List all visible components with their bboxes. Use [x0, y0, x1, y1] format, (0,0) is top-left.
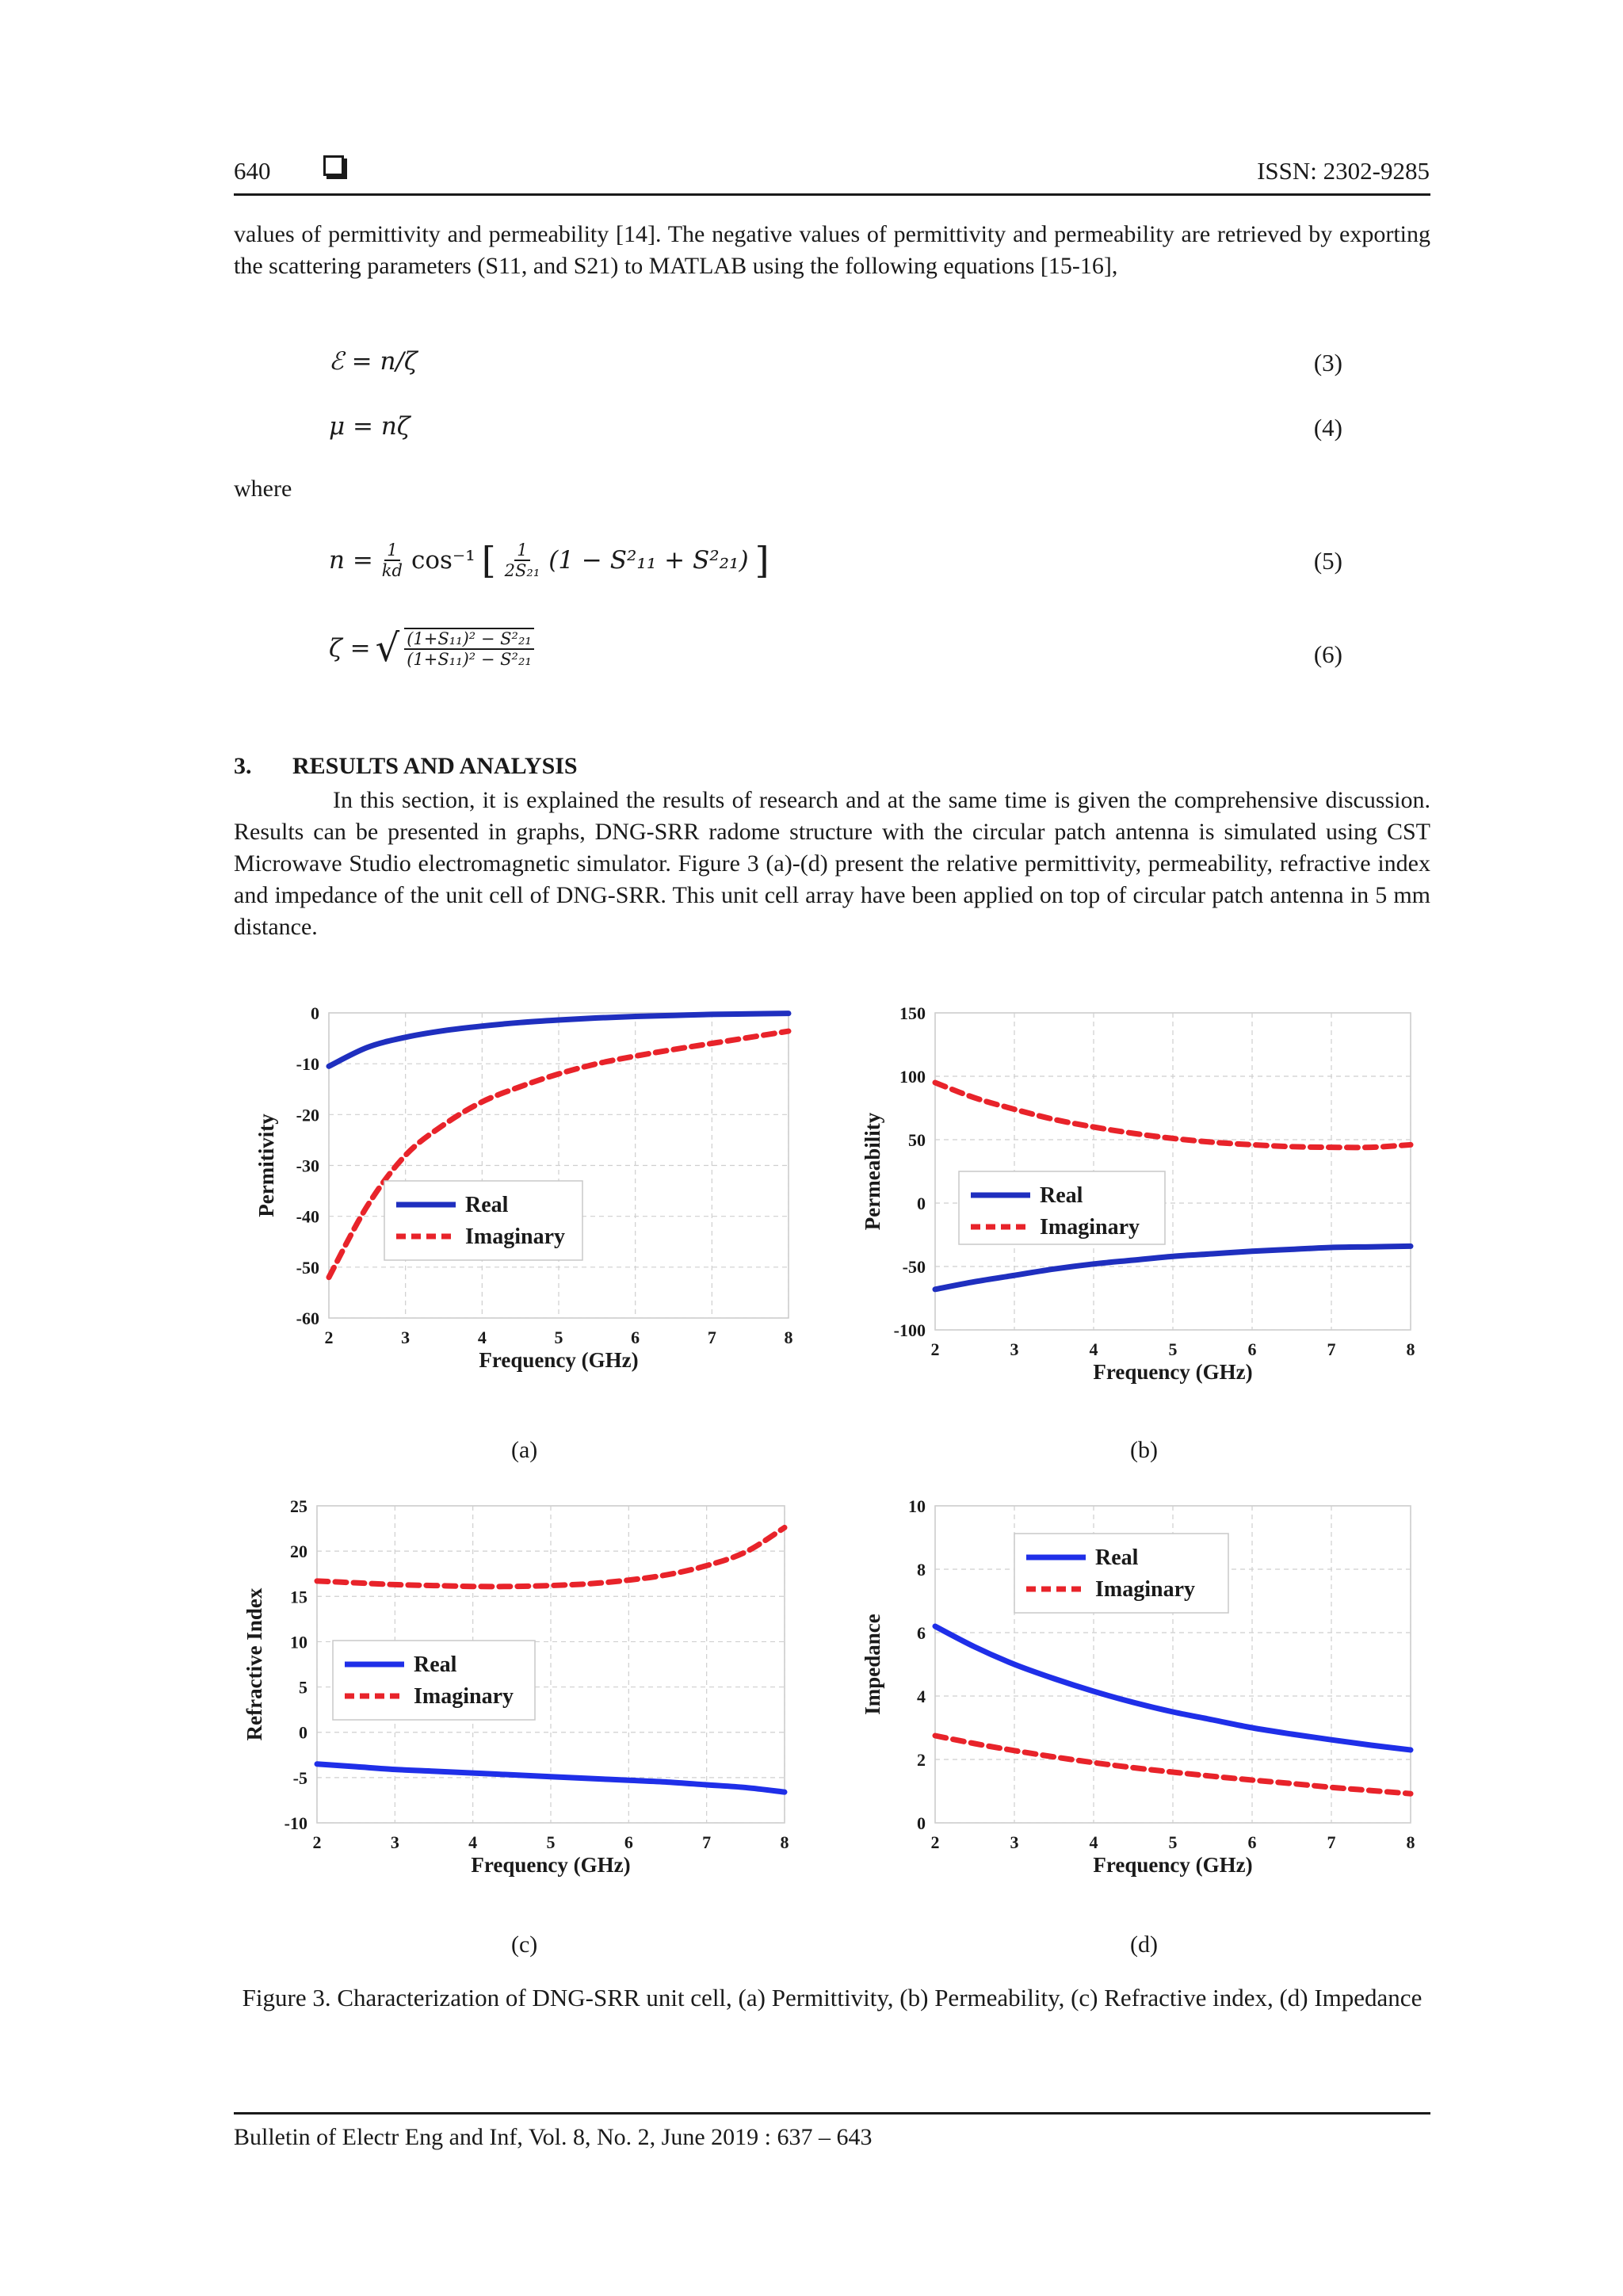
chart-impedance — [856, 1490, 1458, 1910]
subcaption-a: (a) — [511, 1437, 538, 1463]
y-axis-title: Permeability — [861, 1112, 884, 1231]
eq5-fraction-1 — [380, 541, 405, 580]
y-tick-label: 50 — [908, 1130, 926, 1150]
y-tick-label: 10 — [290, 1632, 307, 1652]
y-tick-label: 100 — [899, 1067, 926, 1087]
eq6-top: (1+S₁₁)² − S²₂₁ — [404, 629, 534, 650]
eq5-rhs: (1 − S²₁₁ + S²₂₁) — [548, 546, 749, 575]
footer-rule — [234, 2112, 1430, 2115]
page-number: 640 — [234, 157, 271, 185]
equation-5 — [329, 539, 769, 582]
y-axis-title: Impedance — [861, 1614, 884, 1715]
legend-label-real: Real — [1040, 1183, 1083, 1208]
y-tick-label: -50 — [296, 1257, 319, 1278]
equation-4: μ = nζ — [329, 412, 411, 441]
box-icon — [323, 155, 344, 176]
eq5-arccos: cos⁻¹ — [411, 546, 475, 575]
x-tick-label: 4 — [1089, 1832, 1098, 1852]
y-tick-label: 25 — [290, 1496, 307, 1516]
x-tick-label: 5 — [1168, 1832, 1178, 1852]
x-axis-title: Frequency (GHz) — [1093, 1360, 1253, 1384]
x-tick-label: 6 — [1247, 1339, 1257, 1359]
y-tick-label: 5 — [299, 1677, 307, 1698]
x-axis-title: Frequency (GHz) — [1093, 1853, 1253, 1877]
legend-label-imaginary: Imaginary — [465, 1224, 565, 1249]
y-tick-label: 8 — [917, 1560, 926, 1580]
legend-label-real: Real — [414, 1652, 457, 1677]
section-title: RESULTS AND ANALYSIS — [292, 753, 578, 779]
y-tick-label: 0 — [299, 1722, 307, 1743]
x-tick-label: 8 — [784, 1328, 793, 1347]
section-heading — [234, 753, 578, 780]
header-rule — [234, 193, 1430, 196]
x-axis-title: Frequency (GHz) — [471, 1853, 631, 1877]
y-tick-label: 6 — [917, 1623, 926, 1643]
x-tick-label: 5 — [554, 1328, 563, 1347]
results-paragraph — [234, 785, 1430, 943]
equation-3-number: (3) — [1313, 349, 1342, 376]
x-tick-label: 8 — [780, 1832, 789, 1852]
equation-6-number: (6) — [1313, 640, 1342, 668]
chart-permeability — [856, 997, 1458, 1417]
x-tick-label: 7 — [1327, 1832, 1336, 1852]
eq5-lhs: n = — [329, 546, 373, 575]
eq6-fraction — [404, 628, 534, 669]
y-tick-label: 0 — [311, 1003, 319, 1023]
y-tick-label: -20 — [296, 1105, 319, 1125]
x-tick-label: 4 — [468, 1832, 478, 1852]
x-tick-label: 6 — [631, 1328, 640, 1347]
where-label: where — [234, 476, 292, 502]
legend-label-real: Real — [465, 1193, 509, 1217]
y-tick-label: -10 — [284, 1813, 307, 1833]
eq5-f2-bot: 2S₂₁ — [504, 561, 540, 580]
eq5-fraction-2 — [502, 541, 543, 580]
equation-6 — [329, 626, 534, 670]
eq5-close-bracket: ] — [754, 539, 769, 582]
x-tick-label: 5 — [546, 1832, 556, 1852]
y-tick-label: -40 — [296, 1206, 319, 1227]
x-tick-label: 6 — [624, 1832, 633, 1852]
eq5-f2-top: 1 — [514, 541, 529, 561]
y-tick-label: 10 — [908, 1496, 926, 1516]
legend-label-real: Real — [1095, 1545, 1139, 1570]
y-tick-label: 0 — [917, 1194, 926, 1213]
results-text: In this section, it is explained the results of research and at the same time is given the comprehensive discussion. Results can be presented in graphs, DNG-SRR radome structure with the circular patch antenna is simulated using CST Microwave Studio electromagnetic simulator. Figure 3 (a)-(d) present the relative permittivity, permeability, refractive index and impedance of the unit cell of DNG-SRR. This unit cell array have been applied on top of circular patch antenna in 5 mm distance. — [234, 787, 1430, 940]
x-tick-label: 3 — [1010, 1339, 1019, 1359]
y-tick-label: -50 — [902, 1257, 926, 1277]
subcaption-d: (d) — [1130, 1931, 1158, 1958]
intro-text: values of permittivity and permeability [14]. The negative values of permittivity and permeability are retrieved by exporting the scattering parameters (S11, and S21) to MATLAB using the following equations [15-16], — [234, 221, 1430, 279]
eq6-bot: (1+S₁₁)² − S²₂₁ — [407, 650, 532, 669]
x-tick-label: 7 — [702, 1832, 712, 1852]
y-tick-label: -60 — [296, 1308, 319, 1328]
x-tick-label: 8 — [1406, 1339, 1415, 1359]
figure-caption: Figure 3. Characterization of DNG-SRR unit cell, (a) Permittivity, (b) Permeability, (c) Refractive index, (d) Impedance — [242, 1984, 1423, 2011]
y-tick-label: 0 — [917, 1813, 926, 1833]
legend-label-imaginary: Imaginary — [1095, 1577, 1195, 1602]
x-tick-label: 2 — [930, 1832, 940, 1852]
issn: ISSN: 2302-9285 — [1257, 157, 1430, 185]
intro-paragraph — [234, 219, 1430, 282]
sqrt-icon: √ — [375, 626, 400, 670]
x-tick-label: 4 — [477, 1328, 487, 1347]
y-tick-label: 20 — [290, 1541, 307, 1562]
equation-4-number: (4) — [1313, 414, 1342, 441]
y-tick-label: -10 — [296, 1054, 319, 1075]
y-axis-title: Refractive Index — [242, 1587, 266, 1741]
y-tick-label: 4 — [917, 1687, 926, 1706]
x-tick-label: 3 — [390, 1832, 399, 1852]
x-tick-label: 7 — [1327, 1339, 1336, 1359]
y-tick-label: -100 — [893, 1320, 926, 1340]
x-tick-label: 4 — [1089, 1339, 1098, 1359]
x-tick-label: 3 — [401, 1328, 411, 1347]
subcaption-c: (c) — [511, 1931, 538, 1958]
subcaption-b: (b) — [1130, 1437, 1158, 1463]
x-tick-label: 3 — [1010, 1832, 1019, 1852]
section-number: 3. — [234, 753, 252, 779]
y-axis-title: Permitivity — [254, 1114, 278, 1217]
x-tick-label: 2 — [930, 1339, 940, 1359]
y-tick-label: -5 — [292, 1767, 307, 1788]
footer-citation: Bulletin of Electr Eng and Inf, Vol. 8, No. 2, June 2019 : 637 – 643 — [234, 2124, 873, 2150]
chart-refractive-index — [238, 1490, 824, 1910]
x-tick-label: 5 — [1168, 1339, 1178, 1359]
equation-3: ℰ = n/ζ — [329, 347, 418, 376]
eq6-lhs: ζ = — [329, 634, 371, 663]
eq5-f1-bot: kd — [381, 561, 403, 580]
y-tick-label: 150 — [899, 1003, 926, 1023]
x-tick-label: 2 — [312, 1832, 322, 1852]
x-tick-label: 7 — [707, 1328, 716, 1347]
y-tick-label: -30 — [296, 1156, 319, 1176]
y-tick-label: 15 — [290, 1587, 307, 1607]
x-tick-label: 6 — [1247, 1832, 1257, 1852]
eq5-open-bracket: [ — [481, 539, 496, 582]
legend-label-imaginary: Imaginary — [414, 1684, 514, 1709]
x-tick-label: 8 — [1406, 1832, 1415, 1852]
equation-5-number: (5) — [1313, 547, 1342, 575]
x-axis-title: Frequency (GHz) — [479, 1348, 639, 1372]
eq5-f1-top: 1 — [384, 541, 399, 561]
x-tick-label: 2 — [324, 1328, 334, 1347]
y-tick-label: 2 — [917, 1750, 926, 1770]
chart-permittivity — [238, 997, 824, 1417]
legend-label-imaginary: Imaginary — [1040, 1215, 1140, 1240]
